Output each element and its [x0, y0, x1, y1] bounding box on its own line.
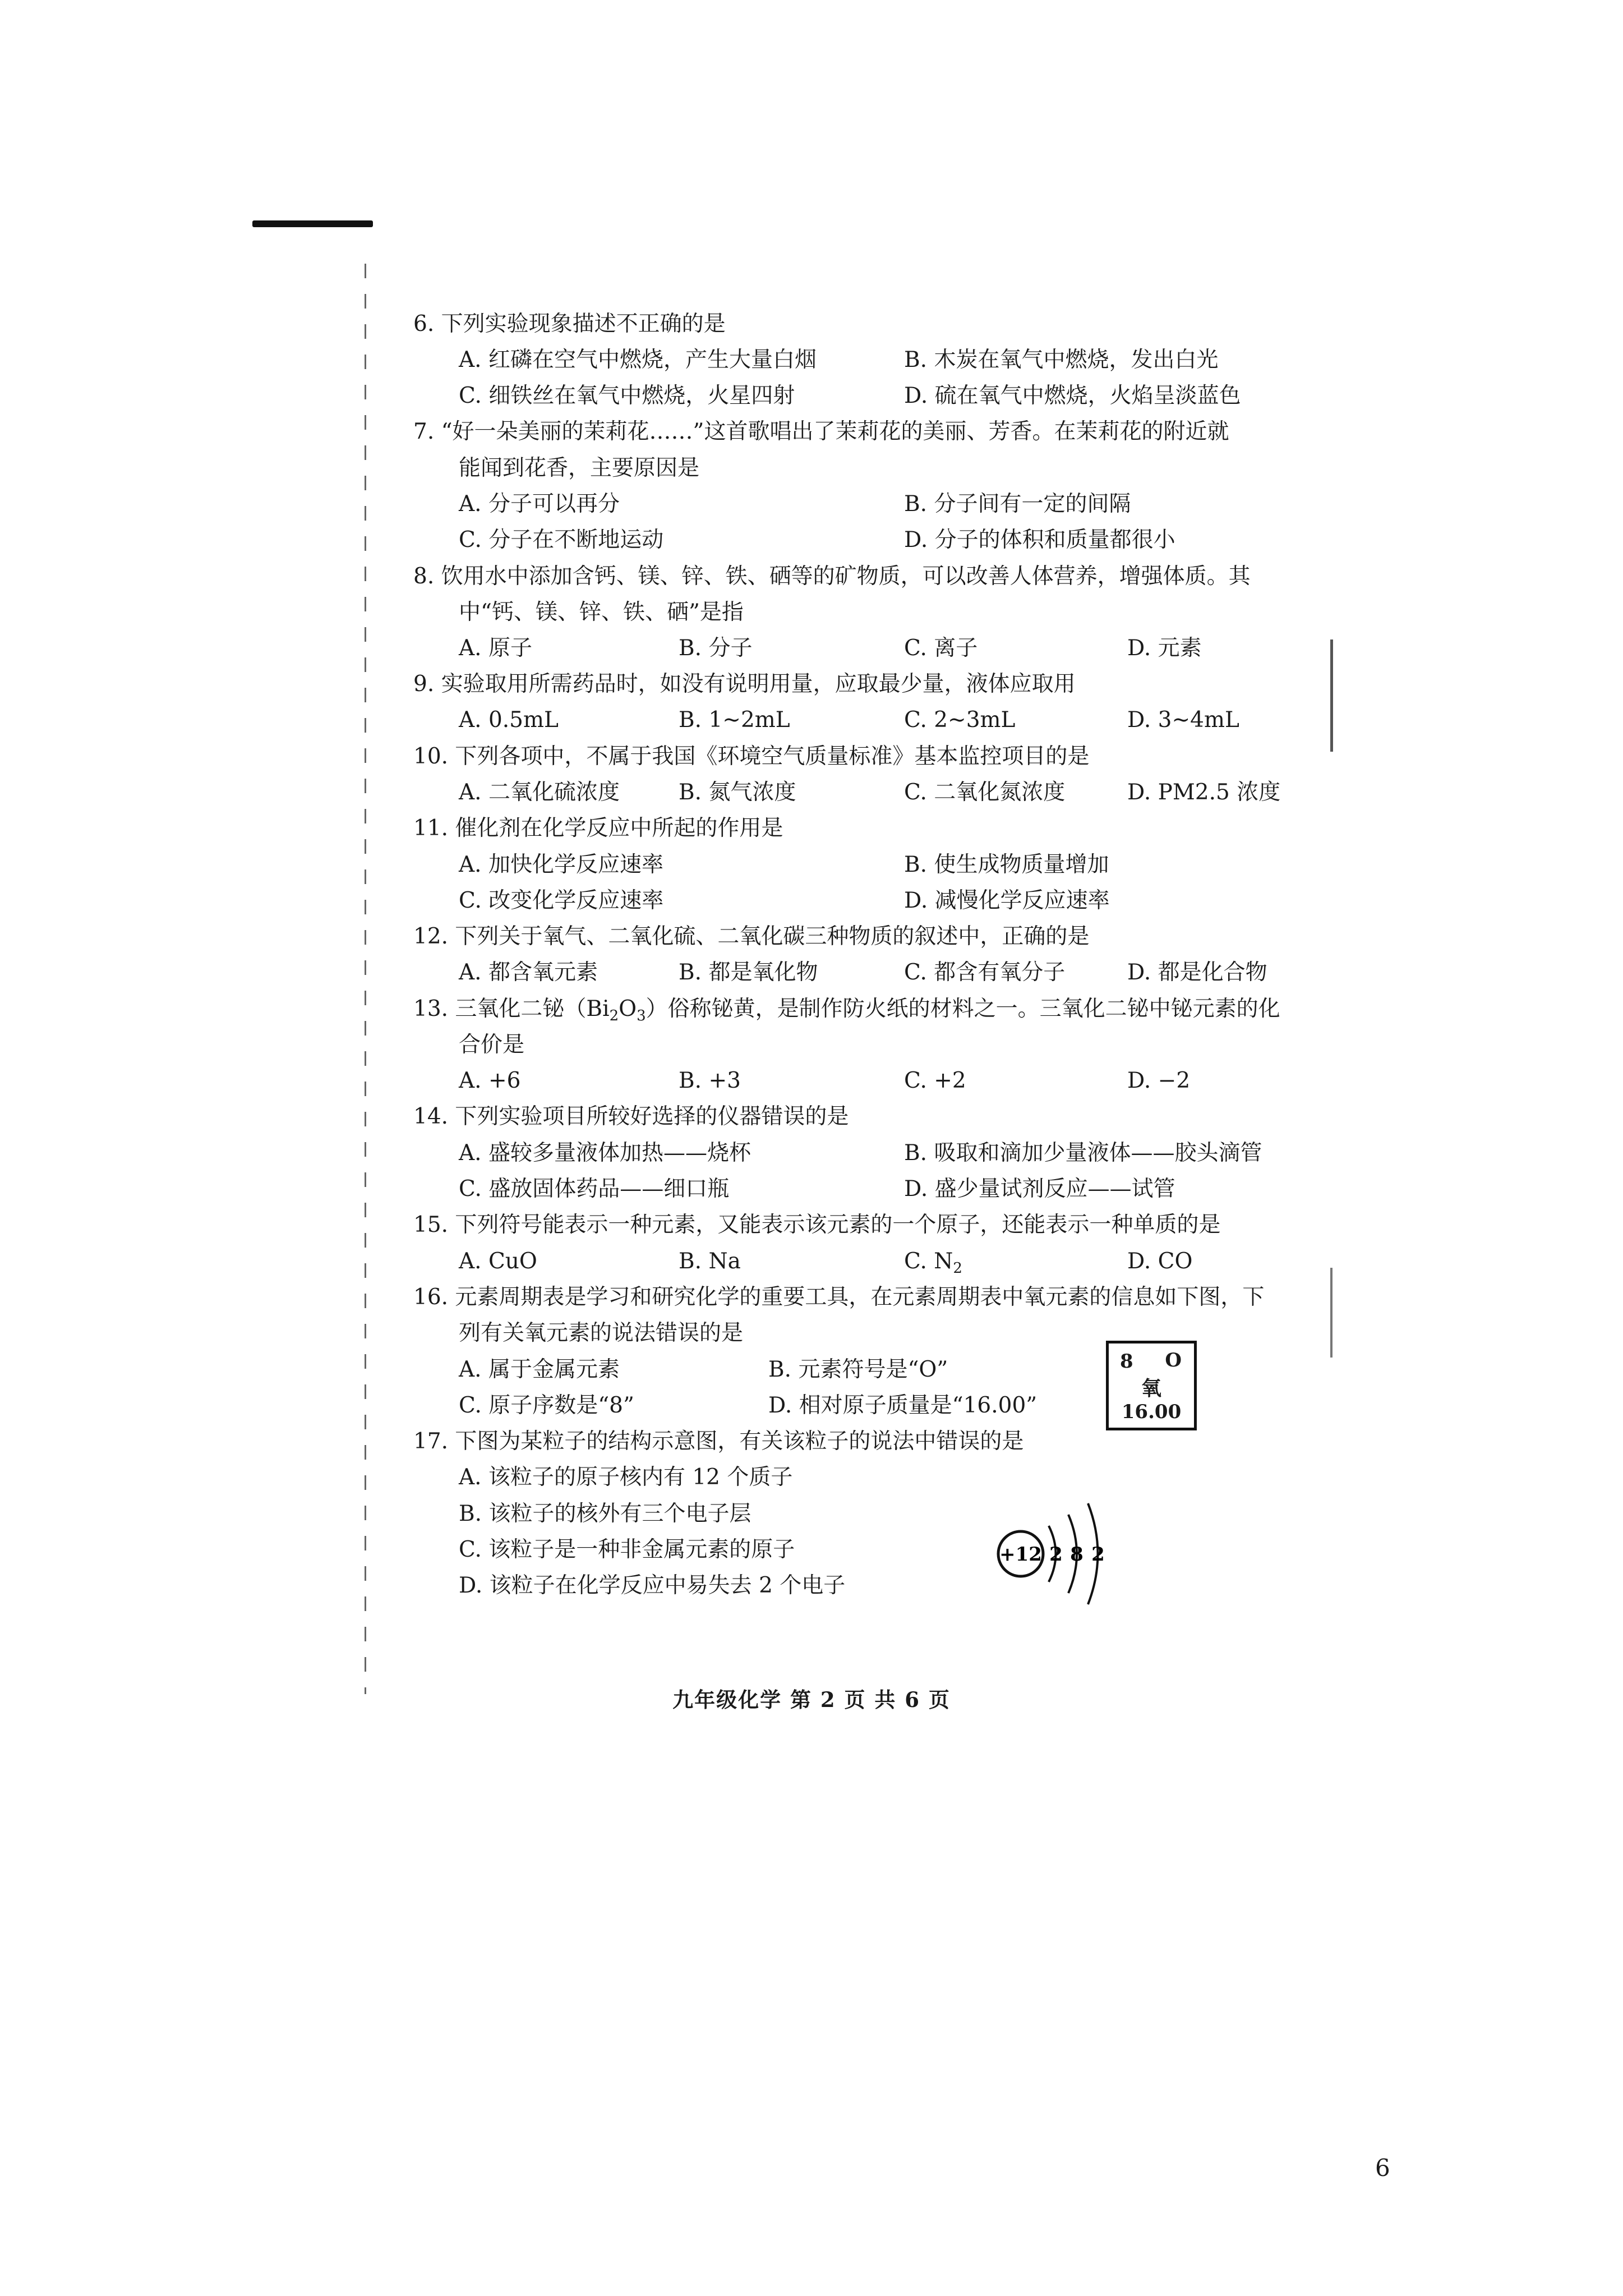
question-12-option-a: A. 都含氧元素 [459, 960, 598, 985]
page-number: 6 [1375, 2154, 1390, 2182]
question-10-option-c: C. 二氧化氮浓度 [904, 780, 1066, 805]
question-17-option-c: C. 该粒子是一种非金属元素的原子 [459, 1537, 795, 1562]
question-6-option-d: D. 硫在氧气中燃烧，火焰呈淡蓝色 [904, 383, 1241, 408]
question-6-option-c: C. 细铁丝在氧气中燃烧，火星四射 [459, 383, 795, 408]
question-14-option-c: C. 盛放固体药品——细口瓶 [459, 1176, 730, 1202]
page-footer: 九年级化学 第 2 页 共 6 页 [672, 1687, 951, 1712]
question-9-option-d: D. 3~4mL [1127, 707, 1239, 733]
question-14-stem: 14. 下列实验项目所较好选择的仪器错误的是 [413, 1104, 849, 1129]
question-7-option-a: A. 分子可以再分 [459, 491, 620, 517]
question-9-option-b: B. 1~2mL [679, 707, 790, 733]
question-8-option-c: C. 离子 [904, 636, 978, 661]
question-15-option-c [904, 1248, 962, 1282]
question-12-option-d: D. 都是化合物 [1127, 960, 1267, 985]
question-9-option-a: A. 0.5mL [459, 707, 559, 733]
question-8-stem-cont: 中“钙、镁、锌、铁、硒”是指 [459, 600, 744, 625]
question-9-stem: 9. 实验取用所需药品时，如没有说明用量，应取最少量，液体应取用 [413, 671, 1076, 697]
question-12-stem: 12. 下列关于氧气、二氧化硫、二氧化碳三种物质的叙述中，正确的是 [413, 924, 1090, 949]
atom-structure-diagram [993, 1492, 1116, 1616]
binding-margin-line [365, 264, 366, 1694]
formula-o: O [619, 996, 637, 1022]
question-12-option-c: C. 都含有氧分子 [904, 960, 1066, 985]
nucleus-charge: +12 [999, 1543, 1042, 1566]
question-10-stem: 10. 下列各项中，不属于我国《环境空气质量标准》基本监控项目的是 [413, 744, 1090, 769]
question-8-option-a: A. 原子 [459, 636, 532, 661]
question-15-option-c-text: C. N [904, 1249, 953, 1274]
question-6-option-a: A. 红磷在空气中燃烧，产生大量白烟 [459, 347, 817, 372]
question-16-option-c: C. 原子序数是“8” [459, 1393, 634, 1418]
question-7-option-d: D. 分子的体积和质量都很小 [904, 527, 1175, 553]
question-15-option-d: D. CO [1127, 1249, 1193, 1274]
question-8-option-b: B. 分子 [679, 636, 753, 661]
subscript: 3 [637, 1007, 646, 1024]
oxygen-element-card [1106, 1341, 1197, 1430]
question-12-option-b: B. 都是氧化物 [679, 960, 818, 985]
question-16-option-b: B. 元素符号是“O” [768, 1357, 948, 1382]
question-7-stem: 7. “好一朵美丽的茉莉花……”这首歌唱出了茉莉花的美丽、芳香。在茉莉花的附近就 [413, 419, 1229, 444]
question-11-option-a: A. 加快化学反应速率 [459, 852, 663, 877]
question-7-option-c: C. 分子在不断地运动 [459, 527, 664, 553]
question-7-option-b: B. 分子间有一定的间隔 [904, 491, 1131, 517]
question-11-option-b: B. 使生成物质量增加 [904, 852, 1109, 877]
element-symbol: O [1165, 1349, 1182, 1372]
question-11-stem: 11. 催化剂在化学反应中所起的作用是 [413, 816, 783, 841]
shell-3-electrons: 2 [1091, 1543, 1105, 1566]
question-17-option-a: A. 该粒子的原子核内有 12 个质子 [459, 1465, 793, 1490]
question-15-option-a: A. CuO [459, 1249, 537, 1274]
question-8-stem: 8. 饮用水中添加含钙、镁、锌、铁、硒等的矿物质，可以改善人体营养，增强体质。其 [413, 564, 1251, 589]
question-13-stem-post: ）俗称铋黄，是制作防火纸的材料之一。三氧化二铋中铋元素的化 [645, 996, 1280, 1022]
atomic-number: 8 [1120, 1350, 1133, 1373]
scan-mark [252, 220, 373, 227]
question-11-option-c: C. 改变化学反应速率 [459, 888, 664, 913]
question-16-stem: 16. 元素周期表是学习和研究化学的重要工具，在元素周期表中氧元素的信息如下图，下 [413, 1285, 1265, 1310]
question-13-stem-pre: 13. 三氧化二铋（Bi [413, 996, 610, 1022]
question-10-option-a: A. 二氧化硫浓度 [459, 780, 620, 805]
question-13-stem-cont: 合价是 [459, 1032, 525, 1057]
shell-1-electrons: 2 [1049, 1543, 1063, 1566]
question-14-option-d: D. 盛少量试剂反应——试管 [904, 1176, 1175, 1202]
question-15-stem: 15. 下列符号能表示一种元素，又能表示该元素的一个原子，还能表示一种单质的是 [413, 1212, 1221, 1237]
question-13-option-a: A. +6 [459, 1068, 521, 1093]
question-15-option-b: B. Na [679, 1249, 741, 1274]
question-17-stem: 17. 下图为某粒子的结构示意图，有关该粒子的说法中错误的是 [413, 1429, 1024, 1454]
scan-edge-mark [1330, 639, 1333, 752]
question-6-stem: 6. 下列实验现象描述不正确的是 [413, 311, 726, 337]
shell-2-electrons: 8 [1070, 1543, 1083, 1566]
question-17-option-b: B. 该粒子的核外有三个电子层 [459, 1501, 751, 1526]
question-14-option-b: B. 吸取和滴加少量液体——胶头滴管 [904, 1140, 1262, 1166]
question-14-option-a: A. 盛较多量液体加热——烧杯 [459, 1140, 751, 1166]
question-11-option-d: D. 减慢化学反应速率 [904, 888, 1110, 913]
question-9-option-c: C. 2~3mL [904, 707, 1016, 733]
question-13-option-d: D. −2 [1127, 1068, 1191, 1093]
question-10-option-b: B. 氮气浓度 [679, 780, 796, 805]
question-13-option-c: C. +2 [904, 1068, 966, 1093]
question-17-option-d: D. 该粒子在化学反应中易失去 2 个电子 [459, 1573, 846, 1598]
scan-edge-mark [1330, 1268, 1332, 1358]
question-13-option-b: B. +3 [679, 1068, 741, 1093]
subscript: 2 [609, 1007, 619, 1024]
atomic-mass: 16.00 [1121, 1401, 1182, 1423]
question-7-stem-cont: 能闻到花香，主要原因是 [459, 455, 700, 481]
subscript: 2 [953, 1260, 962, 1277]
question-13-stem [413, 995, 1280, 1030]
question-10-option-d: D. PM2.5 浓度 [1127, 780, 1281, 805]
question-16-option-a: A. 属于金属元素 [459, 1357, 620, 1382]
question-16-stem-cont: 列有关氧元素的说法错误的是 [459, 1320, 744, 1346]
question-8-option-d: D. 元素 [1127, 636, 1202, 661]
question-16-option-d: D. 相对原子质量是“16.00” [768, 1393, 1038, 1418]
element-name: 氧 [1141, 1377, 1161, 1400]
question-6-option-b: B. 木炭在氧气中燃烧，发出白光 [904, 347, 1219, 372]
